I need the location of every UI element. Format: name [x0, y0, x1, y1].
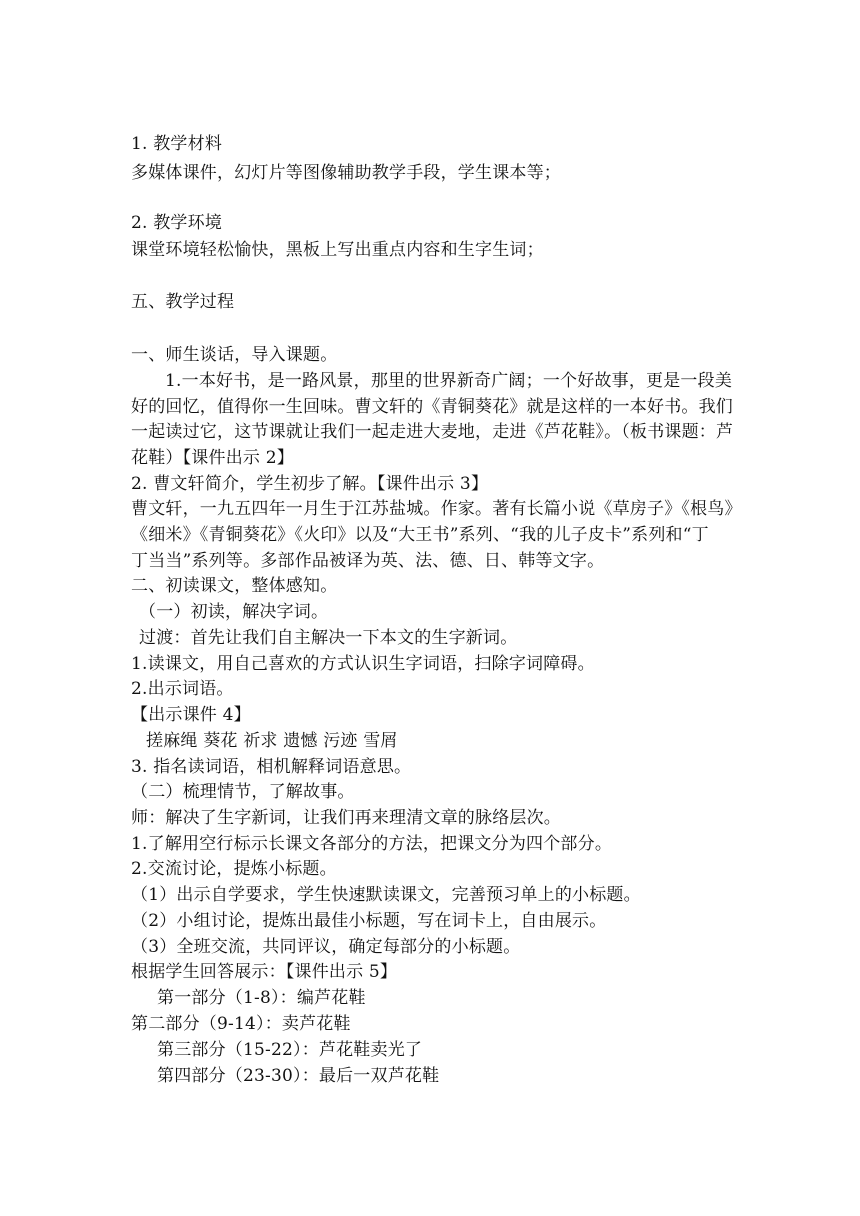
paragraph-environment: 课堂环境轻松愉快，黑板上写出重点内容和生字生词；	[131, 240, 544, 260]
list-item: 2.交流讨论，提炼小标题。	[131, 859, 337, 879]
subsection-heading: （二）梳理情节，了解故事。	[131, 782, 355, 802]
transition-line: 过渡：首先让我们自主解决一下本文的生字新词。	[139, 628, 518, 648]
paragraph-line: 曹文轩，一九五四年一月生于江苏盐城。作家。著有长篇小说《草房子》《根鸟》	[131, 499, 742, 519]
part-title: 第一部分（1-8）：编芦花鞋	[157, 988, 366, 1008]
list-item: 1.读课文，用自己喜欢的方式认识生字词语，扫除字词障碍。	[131, 654, 595, 674]
paragraph-line: 一起读过它，这节课就让我们一起走进大麦地，走进《芦花鞋》。（板书课题：芦	[131, 422, 734, 442]
part-title: 第二部分（9-14）：卖芦花鞋	[131, 1014, 351, 1034]
paragraph-line: 好的回忆，值得你一生回味。曹文轩的《青铜葵花》就是这样的一本好书。我们	[131, 397, 733, 417]
paragraph-line: 1.一本好书，是一路风景，那里的世界新奇广阔；一个好故事，更是一段美	[165, 371, 733, 391]
list-item: 2.出示词语。	[131, 679, 234, 699]
list-item: （3）全班交流，共同评议，确定每部分的小标题。	[131, 937, 521, 957]
paragraph-materials: 多媒体课件，幻灯片等图像辅助教学手段，学生课本等；	[131, 163, 561, 183]
part-title: 第三部分（15-22）：芦花鞋卖光了	[157, 1040, 423, 1060]
part-title: 第四部分（23-30）：最后一双芦花鞋	[157, 1066, 440, 1086]
step-heading-first-reading: 二、初读课文，整体感知。	[131, 576, 338, 596]
courseware-label: 【出示课件 4】	[131, 705, 251, 725]
list-item: 1.了解用空行标示长课文各部分的方法，把课文分为四个部分。	[131, 834, 613, 854]
teacher-line: 师：解决了生字新词，让我们再来理清文章的脉络层次。	[131, 808, 561, 828]
subsection-heading: （一）初读，解决字词。	[139, 602, 329, 622]
heading-teaching-materials: 1. 教学材料	[131, 134, 223, 154]
list-item: （2）小组讨论，提炼出最佳小标题，写在词卡上，自由展示。	[131, 911, 607, 931]
section-heading-process: 五、教学过程	[131, 292, 235, 312]
paragraph-line: 丁当当”系列等。多部作品被译为英、法、德、日、韩等文字。	[131, 551, 605, 571]
paragraph-line: 根据学生回答展示：【课件出示 5】	[131, 962, 398, 982]
vocabulary-words: 搓麻绳 葵花 祈求 遗憾 污迹 雪屑	[146, 731, 398, 751]
list-item: 3. 指名读词语，相机解释词语意思。	[131, 757, 412, 777]
author-intro-line: 2. 曹文轩简介，学生初步了解。【课件出示 3】	[131, 474, 489, 494]
step-heading-intro: 一、师生谈话，导入课题。	[131, 345, 338, 365]
paragraph-line: 花鞋）【课件出示 2】	[131, 448, 294, 468]
list-item: （1）出示自学要求，学生快速默读课文，完善预习单上的小标题。	[131, 885, 641, 905]
heading-teaching-environment: 2. 教学环境	[131, 213, 223, 233]
paragraph-line: 《细米》《青铜葵花》《火印》以及“大王书”系列、“我的儿子皮卡”系列和“丁	[131, 525, 709, 545]
